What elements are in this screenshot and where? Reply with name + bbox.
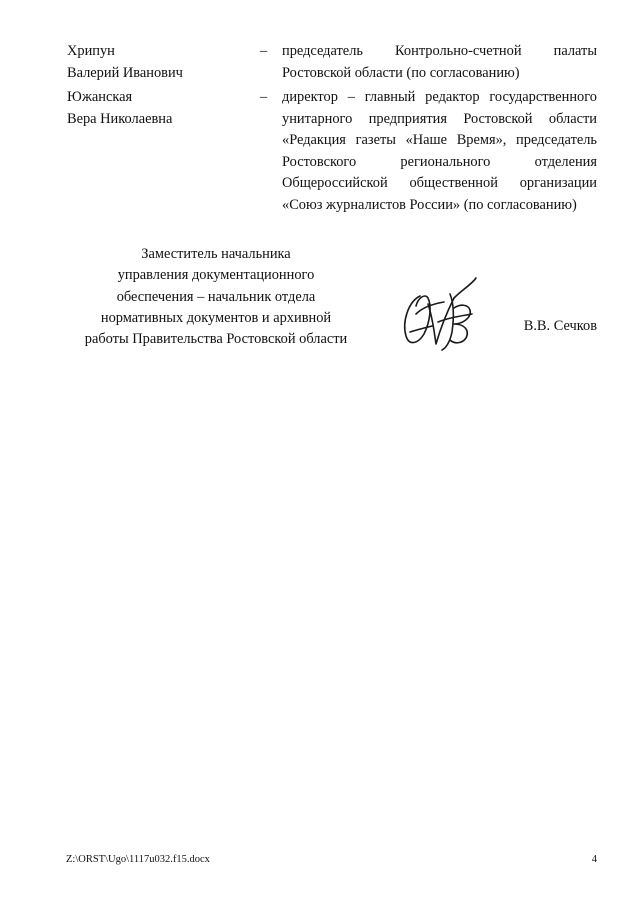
member-role	[282, 87, 597, 216]
member-role-line: Ростовской области (по согласованию)	[282, 64, 520, 81]
member-role-line: унитарного предприятия Ростовской области	[282, 110, 597, 127]
member-given-names: Валерий Иванович	[67, 64, 183, 81]
signatory-position-line: Заместитель начальника	[141, 246, 291, 262]
separator-dash: –	[260, 89, 268, 105]
signatory-position-line: управления документационного	[117, 267, 315, 284]
member-surname: Южанская	[67, 89, 133, 105]
member-role-line: Ростовского регионального отделения	[282, 153, 597, 170]
member-given-names: Вера Николаевна	[67, 110, 173, 127]
signatory-position-line: нормативных документов и архивной	[100, 309, 332, 326]
signatory-position	[66, 244, 366, 350]
commission-member-khripun	[67, 41, 597, 85]
signatory-position-line: обеспечения – начальник отдела	[116, 288, 316, 305]
commission-member-yuzhanskaya	[67, 87, 597, 217]
handwritten-signature-icon	[398, 274, 480, 354]
footer-file-path: Z:\ORST\Ugo\1117u032.f15.docx	[66, 854, 210, 865]
member-name	[67, 41, 257, 84]
separator-dash: –	[260, 43, 268, 59]
page-number: 4	[591, 854, 597, 865]
member-role	[282, 41, 597, 84]
member-role-line: «Редакция газеты «Наше Время», председатель	[282, 132, 597, 148]
signatory-position-line: работы Правительства Ростовской области	[84, 331, 348, 348]
member-surname: Хрипун	[67, 43, 115, 59]
member-role-line: директор – главный редактор государственного	[282, 89, 597, 105]
member-role-line: председатель Контрольно-счетной палаты	[282, 43, 597, 59]
member-name	[67, 87, 257, 130]
signer-name: В.В. Сечков	[523, 318, 597, 334]
member-role-line: Общероссийской общественной организации	[282, 175, 597, 191]
member-role-line: «Союз журналистов России» (по согласованию)	[282, 196, 577, 213]
